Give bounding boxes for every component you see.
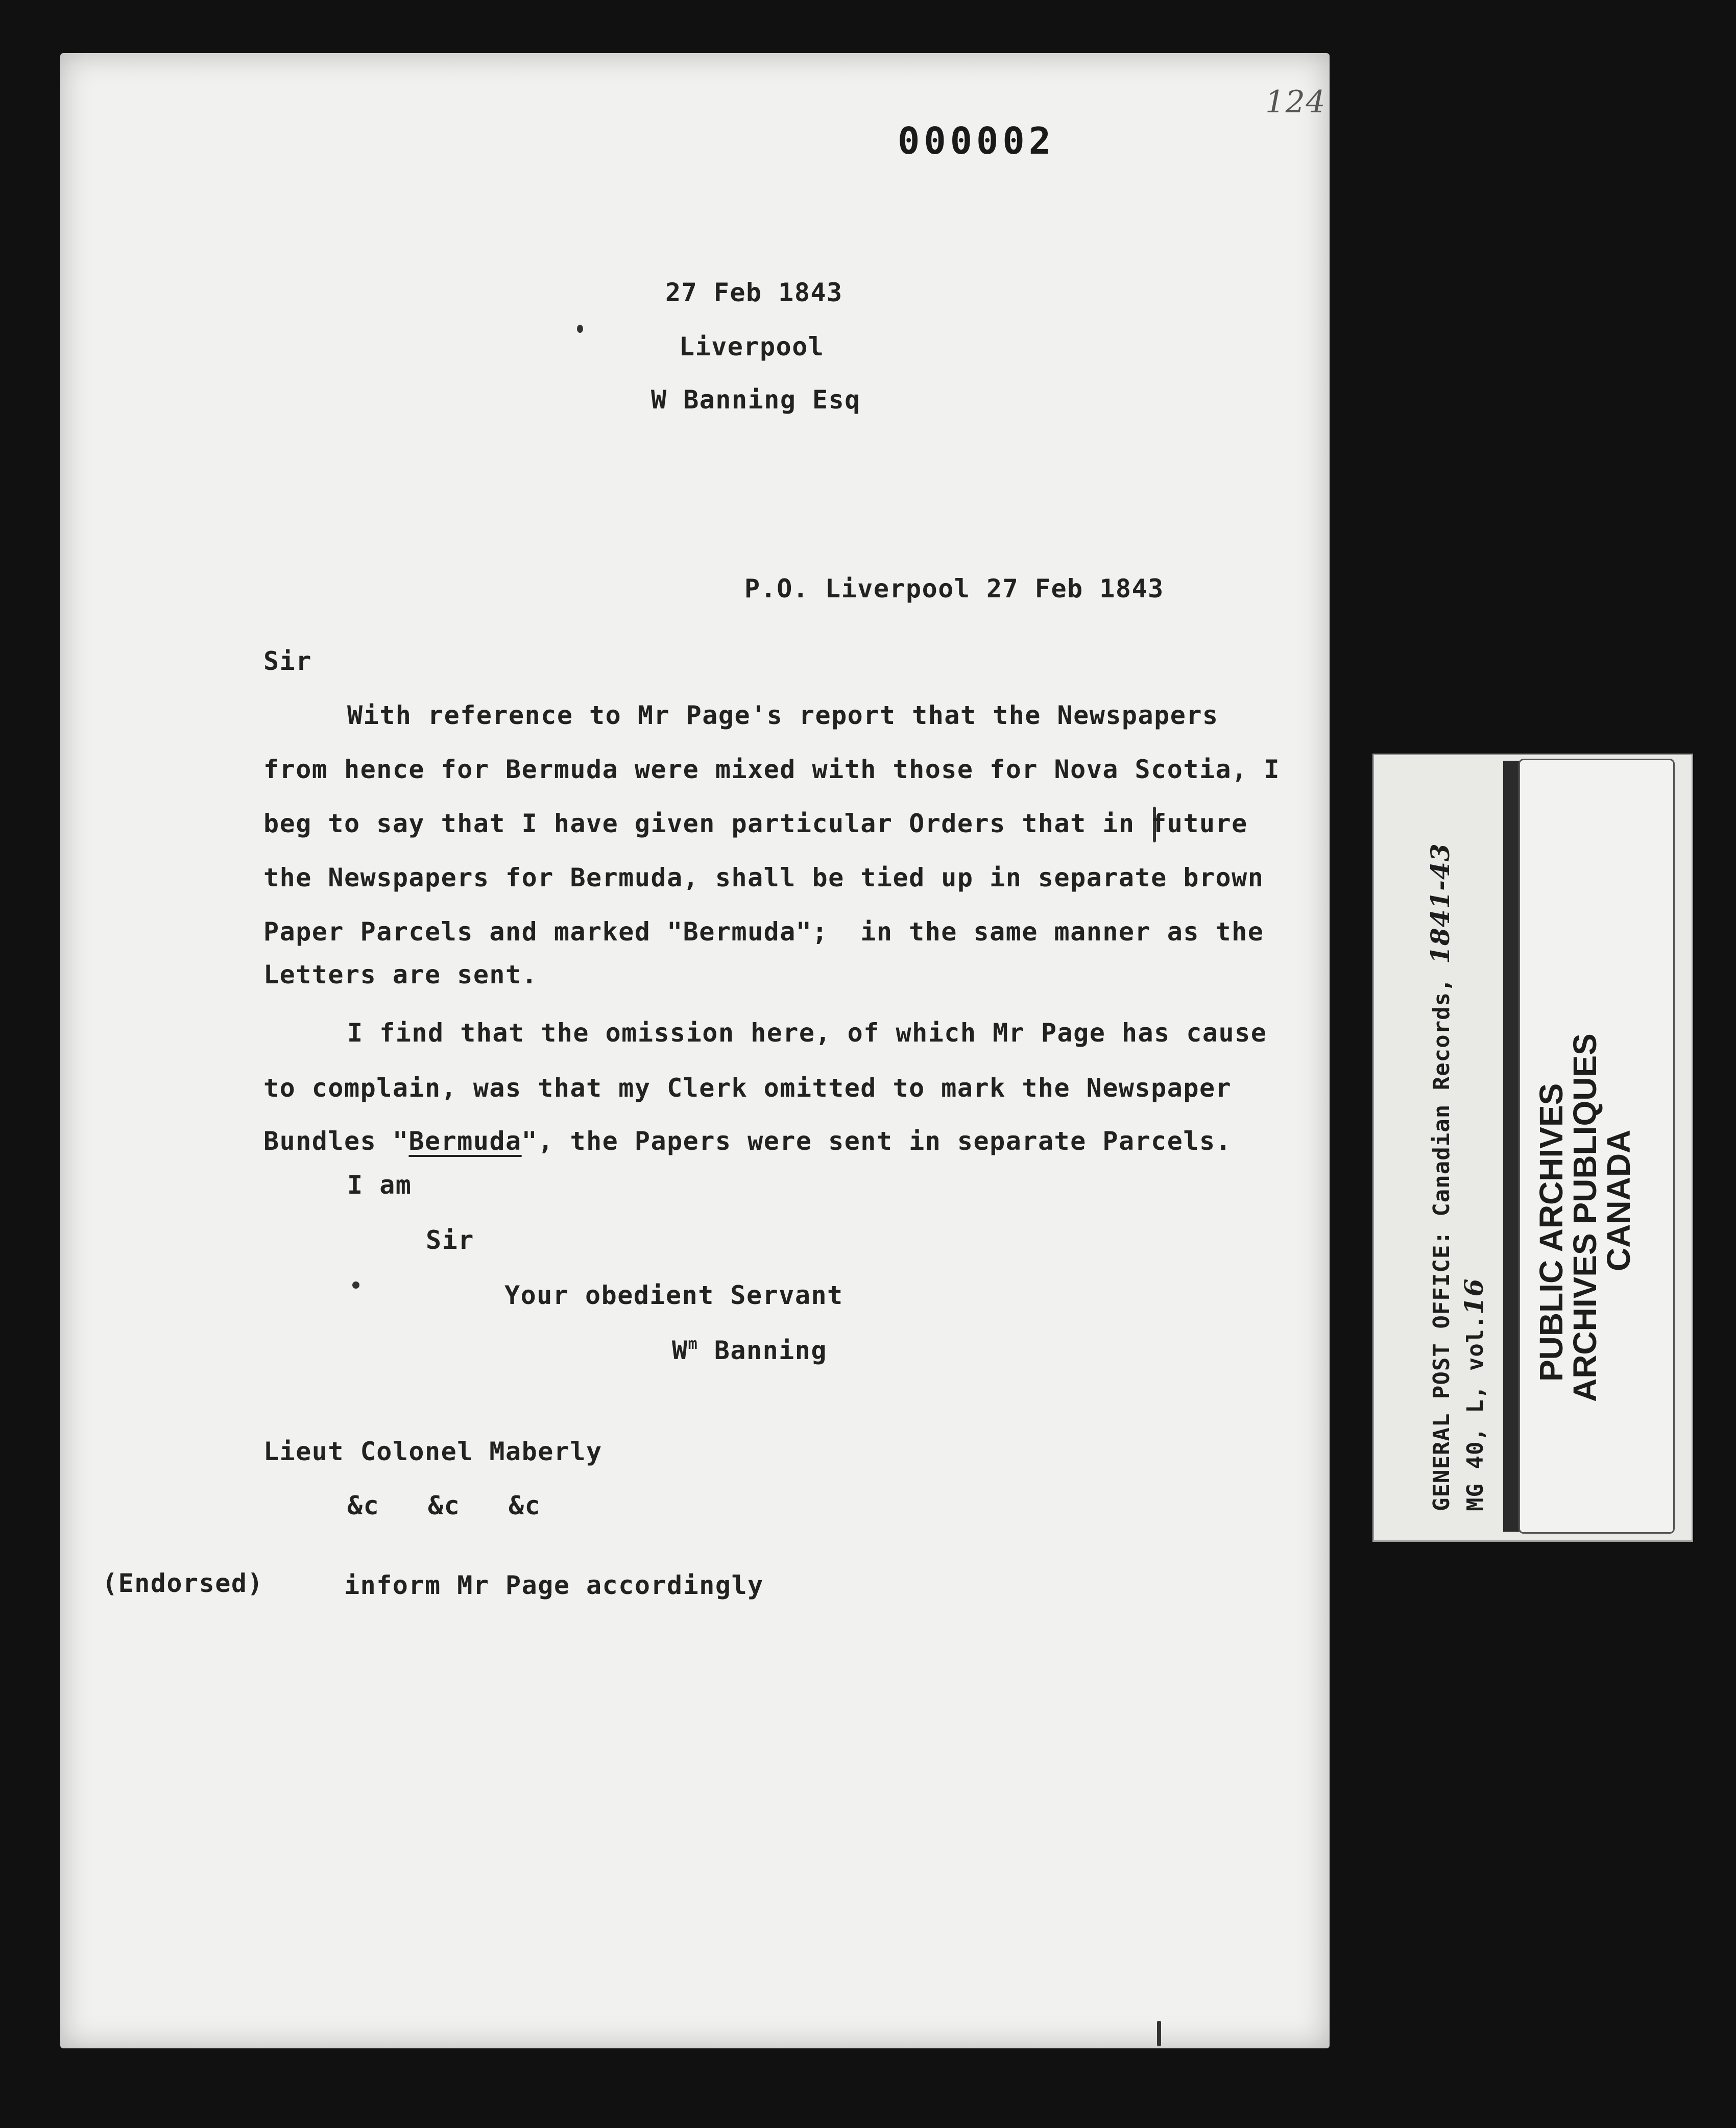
body-line: from hence for Bermuda were mixed with those for Nova Scotia, I [263,755,1280,784]
bermuda-underlined: Bermuda [408,1126,522,1156]
body-line: Paper Parcels and marked "Bermuda"; in the same manner as the [263,917,1264,947]
document-number: 000002 [898,119,1055,162]
body-line: Letters are sent. [263,960,538,989]
body-line: the Newspapers for Bermuda, shall be tied up in separate brown [263,863,1264,892]
recipient: Lieut Colonel Maberly [263,1437,602,1466]
closing-line: Your obedient Servant [504,1280,843,1310]
endorsement-text: inform Mr Page accordingly [344,1570,764,1600]
heading-date: 27 Feb 1843 [665,278,843,307]
last-line-after: ", the Papers were sent in separate Parcels. [521,1126,1232,1156]
letter-dateline: P.O. Liverpool 27 Feb 1843 [744,574,1164,603]
recipient-etc: &c &c &c [347,1491,541,1520]
closing-line: Sir [426,1225,474,1255]
signature: $W^m$ Banning [672,1335,827,1365]
closing-line: I am [347,1170,412,1200]
institution-fr: ARCHIVES PUBLIQUES [1566,1033,1603,1402]
ink-speck [352,1281,359,1289]
endorsement-label: (Endorsed) [102,1568,264,1598]
body-line: beg to say that I have given particular Orders that in future [263,809,1248,838]
last-line-before: Bundles " [263,1126,409,1156]
folio-number: 124 [1265,84,1327,120]
body-line: With reference to Mr Page's report that the Newspapers [347,700,1219,730]
ink-speck [1157,2021,1161,2046]
salutation: Sir [263,646,312,676]
reference-line: MG 40, L, vol.16 [1459,1278,1489,1511]
institution-en: PUBLIC ARCHIVES [1533,1083,1570,1382]
body-line: I find that the omission here, of which Mr Page has cause [347,1018,1267,1048]
institution-country: CANADA [1600,1129,1637,1271]
ink-speck [577,325,583,333]
collection-line: GENERAL POST OFFICE: Canadian Records, 1841-43 [1425,843,1455,1511]
body-line-last [263,1128,1232,1154]
body-line: to complain, was that my Clerk omitted to mark the Newspaper [263,1073,1232,1103]
heading-writer: W Banning Esq [651,385,861,415]
heading-place: Liverpool [679,332,825,361]
